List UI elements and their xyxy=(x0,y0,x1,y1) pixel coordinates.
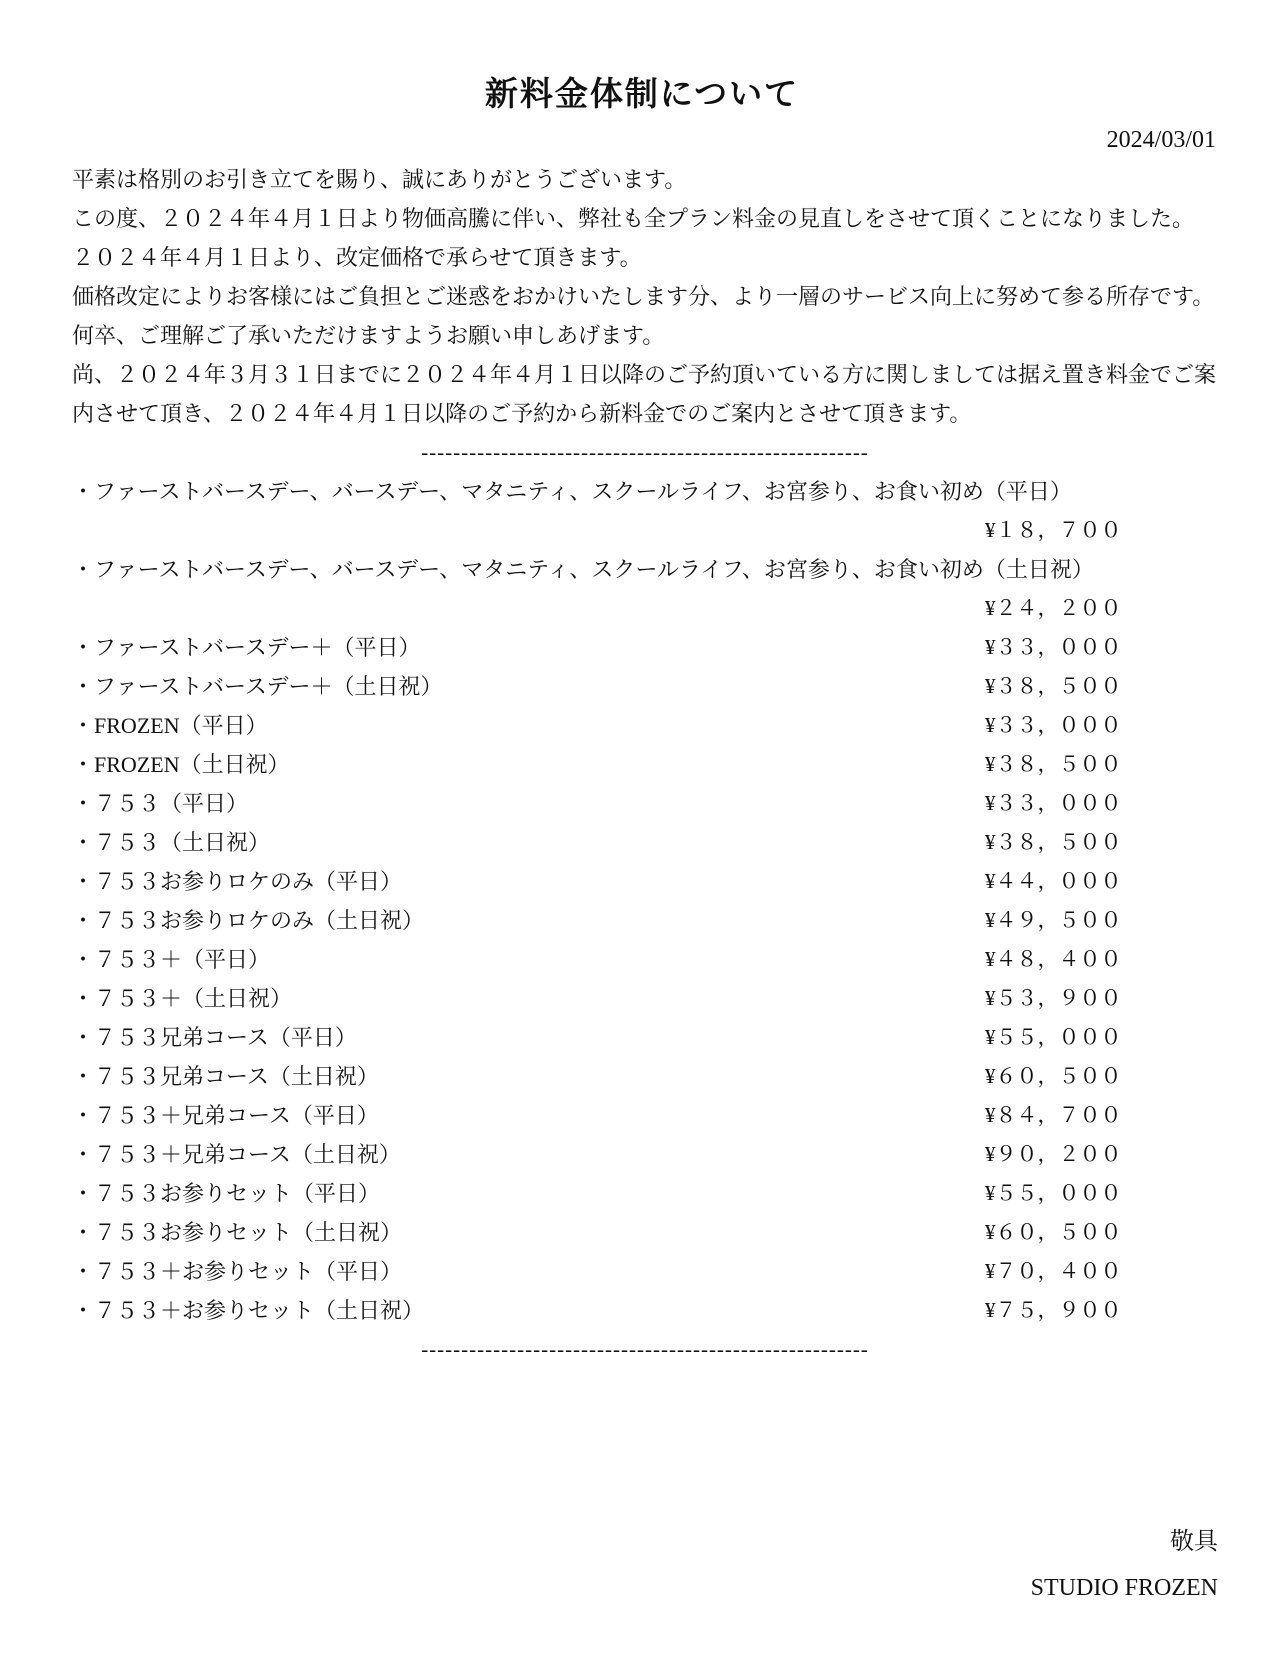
price-item-price: ¥４４，０００ xyxy=(985,869,1122,893)
bullet: ・ xyxy=(72,830,95,855)
price-item-price: ¥２４，２００ xyxy=(985,596,1122,620)
bullet: ・ xyxy=(72,986,95,1011)
price-item-price-line xyxy=(72,511,1218,550)
price-list-item xyxy=(72,1135,1218,1174)
price-list-item xyxy=(72,667,1218,706)
price-list-item xyxy=(72,979,1218,1018)
price-item-price: ¥３３，０００ xyxy=(985,791,1122,815)
bullet: ・ xyxy=(72,1025,95,1050)
price-item-price: ¥５５，０００ xyxy=(985,1181,1122,1205)
bullet: ・ xyxy=(72,1220,95,1245)
paragraph: 何卒、ご理解ご了承いただけますようお願い申しあげます。 xyxy=(72,323,665,348)
price-list-item xyxy=(72,1252,1218,1291)
price-item-name: ７５３＋兄弟コース（土日祝） xyxy=(94,1142,401,1167)
price-list-item xyxy=(72,550,1218,589)
price-item-name: ７５３兄弟コース（土日祝） xyxy=(94,1064,379,1089)
price-item-price: ¥３８，５００ xyxy=(985,674,1122,698)
signature: STUDIO FROZEN xyxy=(1030,1575,1218,1601)
price-item-name: ７５３＋兄弟コース（平日） xyxy=(94,1103,379,1128)
bullet: ・ xyxy=(72,1064,95,1089)
price-item-price: ¥８４，７００ xyxy=(985,1103,1122,1127)
price-item-price: ¥６０，５００ xyxy=(985,1220,1122,1244)
price-item-name: ファーストバースデー＋（土日祝） xyxy=(94,674,443,699)
price-item-price: ¥３３，０００ xyxy=(985,635,1122,659)
price-item-name: ７５３お参りセット（平日） xyxy=(94,1181,381,1206)
bullet: ・ xyxy=(72,947,95,972)
price-item-price: ¥３３，０００ xyxy=(985,713,1122,737)
bullet: ・ xyxy=(72,908,95,933)
bullet: ・ xyxy=(72,1259,95,1284)
price-item-price: ¥７０，４００ xyxy=(985,1259,1122,1283)
price-item-name: ファーストバースデー、バースデー、マタニティ、スクールライフ、お宮参り、お食い初め（平日） xyxy=(94,479,1072,504)
price-list-item xyxy=(72,862,1218,901)
price-list-item xyxy=(72,745,1218,784)
document-date: 2024/03/01 xyxy=(1106,127,1216,153)
paragraph: 価格改定によりお客様にはご負担とご迷惑をおかけいたします分、より一層のサービス向上に努めて参る所存です。 xyxy=(72,284,1215,309)
price-item-name: ７５３兄弟コース（平日） xyxy=(94,1025,357,1050)
price-item-price: ¥３８，５００ xyxy=(985,752,1122,776)
price-list-item xyxy=(72,628,1218,667)
price-item-name: ７５３（平日） xyxy=(94,791,249,816)
price-list-item xyxy=(72,784,1218,823)
price-item-price-line xyxy=(72,589,1218,628)
closing-word: 敬具 xyxy=(1170,1529,1218,1555)
price-list-item xyxy=(72,1057,1218,1096)
price-item-name: ７５３お参りロケのみ（平日） xyxy=(94,869,403,894)
paragraph: この度、２０２４年４月１日より物価高騰に伴い、弊社も全プラン料金の見直しをさせて頂くことになりました。 xyxy=(72,206,1195,231)
price-item-price: ¥４９，５００ xyxy=(985,908,1122,932)
price-item-price: ¥１８，７００ xyxy=(985,518,1122,542)
bullet: ・ xyxy=(72,1181,95,1206)
price-list-item xyxy=(72,1213,1218,1252)
price-item-price: ¥５５，０００ xyxy=(985,1025,1122,1049)
price-item-price: ¥９０，２００ xyxy=(985,1142,1122,1166)
price-list-item xyxy=(72,1291,1218,1330)
bullet: ・ xyxy=(72,1142,95,1167)
price-list-item xyxy=(72,1174,1218,1213)
price-item-price: ¥６０，５００ xyxy=(985,1064,1122,1088)
paragraph: 平素は格別のお引き立てを賜り、誠にありがとうございます。 xyxy=(72,167,687,192)
price-item-name: ７５３（土日祝） xyxy=(94,830,271,855)
price-list-item xyxy=(72,706,1218,745)
price-item-price: ¥４８，４００ xyxy=(985,947,1122,971)
price-item-price: ¥７５，９００ xyxy=(985,1298,1122,1322)
price-item-name: FROZEN（土日祝） xyxy=(94,752,290,777)
price-list-item xyxy=(72,940,1218,979)
bullet: ・ xyxy=(72,713,95,738)
price-item-name: ７５３＋お参りセット（平日） xyxy=(94,1259,403,1284)
price-list-item xyxy=(72,901,1218,940)
price-list-item xyxy=(72,1018,1218,1057)
dashed-separator-top: -------------------------------------------------------- xyxy=(421,440,869,464)
price-item-name: ７５３＋（平日） xyxy=(94,947,271,972)
dashed-separator-bottom: -------------------------------------------------------- xyxy=(421,1337,869,1361)
price-item-name: ファーストバースデー＋（平日） xyxy=(94,635,421,660)
price-item-price: ¥５３，９００ xyxy=(985,986,1122,1010)
bullet: ・ xyxy=(72,557,95,582)
bullet: ・ xyxy=(72,869,95,894)
bullet: ・ xyxy=(72,479,95,504)
bullet: ・ xyxy=(72,674,95,699)
price-item-price: ¥３８，５００ xyxy=(985,830,1122,854)
document-footer xyxy=(0,1519,1284,1611)
price-list xyxy=(72,472,1218,1330)
price-item-name: ７５３お参りセット（土日祝） xyxy=(94,1220,403,1245)
bullet: ・ xyxy=(72,1298,95,1323)
price-item-name: ファーストバースデー、バースデー、マタニティ、スクールライフ、お宮参り、お食い初め（土日祝） xyxy=(94,557,1094,582)
bullet: ・ xyxy=(72,1103,95,1128)
price-item-name: ７５３＋お参りセット（土日祝） xyxy=(94,1298,425,1323)
page-title: 新料金体制について xyxy=(484,77,800,113)
paragraph: 尚、２０２４年３月３１日までに２０２４年４月１日以降のご予約頂いている方に関しましては据え置き料金でご案内させて頂き、２０２４年４月１日以降のご予約から新料金でのご案内とさせて頂きます。 xyxy=(72,362,1217,426)
paragraph: ２０２４年４月１日より、改定価格で承らせて頂きます。 xyxy=(72,245,642,270)
price-list-item xyxy=(72,1096,1218,1135)
price-list-item xyxy=(72,823,1218,862)
bullet: ・ xyxy=(72,752,95,777)
bullet: ・ xyxy=(72,635,95,660)
document-body xyxy=(0,160,1284,1369)
price-item-name: ７５３＋（土日祝） xyxy=(94,986,293,1011)
price-item-name: ７５３お参りロケのみ（土日祝） xyxy=(94,908,425,933)
price-item-name: FROZEN（平日） xyxy=(94,713,268,738)
price-list-item xyxy=(72,472,1218,511)
bullet: ・ xyxy=(72,791,95,816)
